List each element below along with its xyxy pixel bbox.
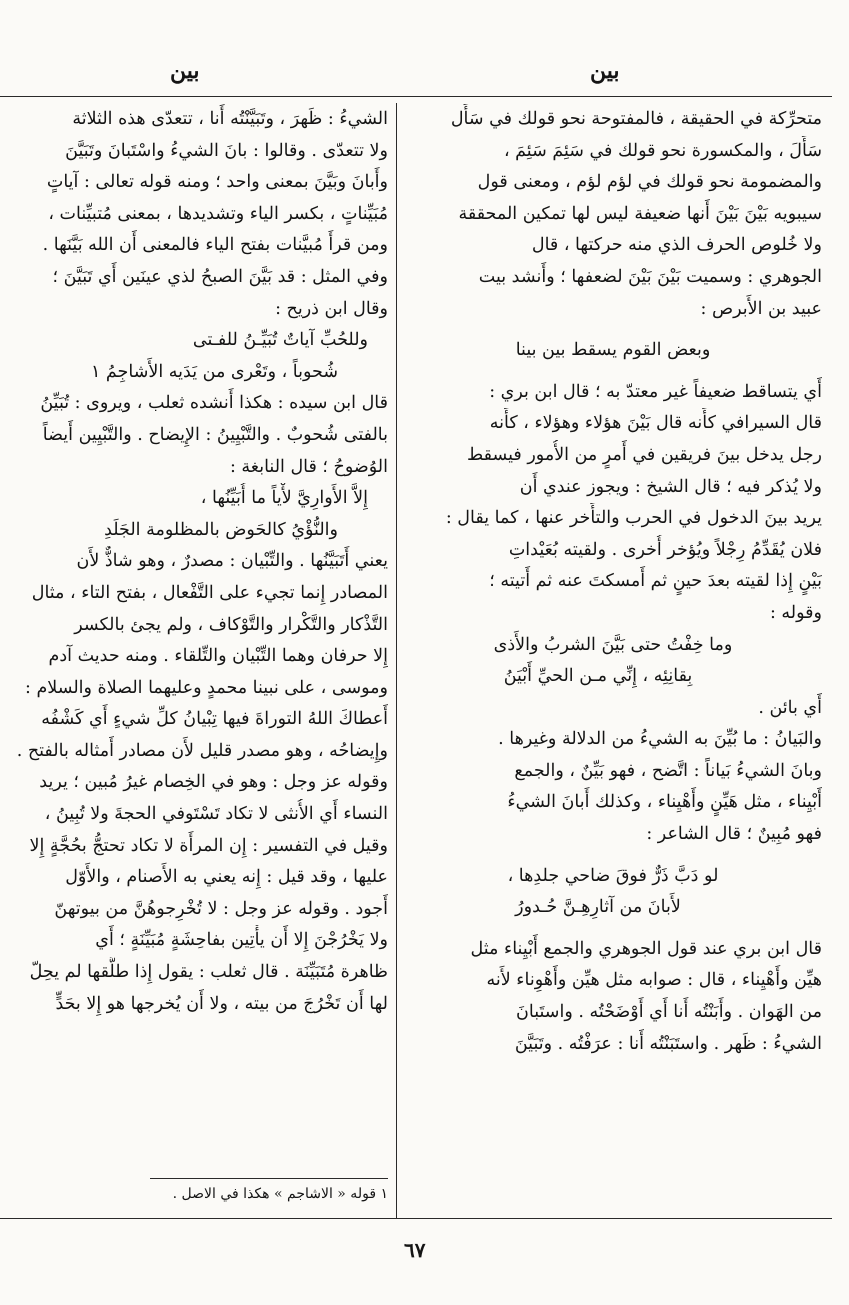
text-line: وإِيضاحُه ، وهو مصدر قليل لأَن مصادر أَمثاله بالفتح . [16, 740, 388, 761]
text-line: الشيءُ : ظَهر . واستَبَنْتُه أَنا : عرَفْتُه . وتَبَيَّنَ [514, 1033, 822, 1054]
verse-line: وما خِفْتُ حتى بَيَّنَ الشربُ والأَذى [493, 634, 733, 655]
text-line: وقوله عز وجل : وهو في الخِصام غيرُ مُبين ؛ يريد [39, 772, 388, 793]
spacer [404, 367, 822, 377]
text-line: بَيْنٍ إِذا لقيته بعدَ حينٍ ثم أَمسكتَ عنه ثم أَتيته ؛ [489, 571, 822, 592]
text-line: قال ابن بري عند قول الجوهري والجمع أَبْيِناء مثل [470, 938, 822, 959]
text-line: وفي المثل : قد بَيَّنَ الصبحُ لذي عينَين أَي تَبَيَّنَ ؛ [52, 266, 388, 287]
text-line: أَي بائن . [758, 697, 822, 718]
text-line: فلان يُقَدِّمُ رِجْلاً ويُؤخر أُخرى . ولقيته بُعَيْداتِ [508, 539, 822, 560]
text-line: وقيل في التفسير : إِن المرأَة لا تكاد تحتجُّ بحُجَّةٍ إِلا [29, 835, 388, 856]
column-divider [396, 103, 397, 1218]
text-line: سيبويه بَيْنَ بَيْنَ أَنها ضعيفة ليس لها تمكين المحققة [458, 203, 822, 224]
running-head-left: بين [170, 58, 200, 84]
text-line: التَّذْكار والتَّكْرار والتَّوْكاف ، ولم يجئ بالكسر [74, 614, 388, 635]
text-line: أَجود . وقوله عز وجل : لا تُخْرِجوهُنَّ من بيوتهنّ [54, 898, 388, 919]
text-line: رجل يدخل بينَ فريقين في أَمرٍ من الأُمور فيسقط [467, 444, 822, 465]
text-line: ظاهرة مُتَبَيِّنَة . قال ثعلب : يقول إِذا طلَّقها لم يحِلّ [29, 962, 388, 983]
text-line: أَي يتساقط ضعيفاً غير معتدّ به ؛ قال ابن بري : [489, 381, 822, 402]
text-line: الجوهري : وسميت بَيْنَ بَيْنَ لضعفها ؛ وأَنشد بيت [478, 266, 822, 287]
footer-rule [0, 1218, 832, 1219]
text-line: والبَيانُ : ما بُيِّنَ به الشيءُ من الدلالة وغيرها . [498, 729, 822, 750]
verse-line: بِقانِئِه ، إِنِّي مـن الحيِّ أَبْيَنُ [503, 666, 693, 687]
text-line: قال ابن سيده : هكذا أَنشده ثعلب ، ويروى : تُبَيِّنُ [40, 393, 388, 414]
running-head-right: بين [590, 58, 620, 84]
text-line: إِلا حرفان وهما التِّبْيان والتِّلقاء . ومنه حديث آدم [48, 646, 388, 667]
spacer [404, 325, 822, 335]
text-line: وقوله : [769, 602, 822, 623]
verse-line: إِلاَّ الأَوارِيَّ لأْياً ما أُبَيِّنُها ، [200, 488, 368, 509]
text-line: بالفتى شُحوبٌ . والتَّبْيِينُ : الإِيضاح . والتَّبْيِين أَيضاً [42, 424, 388, 445]
text-line: وموسى ، على نبينا محمدٍ وعليهما الصلاة والسلام : [25, 677, 388, 698]
text-line: أَبْيِناء ، مثل هَيِّنٍ وأَهْيِناء ، وكذلك أَبانَ الشيءُ [507, 792, 822, 813]
text-line: النساء أَي الأُنثى لا تكاد تَسْتَوفي الحجةَ ولا تُبِينُ ، [44, 804, 388, 825]
text-line: من الهَوان . وأَبَنْتُه أَنا أَي أَوْضَحْتُه . واستَبانَ [516, 1002, 822, 1023]
text-line: ولا يُذكر فيه ؛ قال الشيخ : ويجوز عندي أَن [519, 476, 822, 497]
spacer [404, 851, 822, 861]
page-number: ٦٧ [404, 1238, 426, 1262]
text-line: الوُضوحُ ؛ قال النابغة : [229, 456, 388, 477]
verse-line: وللحُبِّ آياتٌ تُبَيِّـنُ للفـتى [192, 330, 368, 351]
text-line: يعني أَتَبَيَّنُها . والتِّبْيان : مصدرٌ ، وهو شاذٌّ لأَن [76, 551, 388, 572]
text-line: فهو مُبِينٌ ؛ قال الشاعر : [646, 824, 822, 845]
text-line: سَأَلَ ، والمكسورة نحو قولك في سَئِمَ سَئِمَ ، [503, 140, 822, 161]
text-line: وبانَ الشيءُ بَياناً : اتَّضح ، فهو بَيِّنٌ ، والجمع [514, 760, 822, 781]
text-line: والمضمومة نحو قولك في لؤم لؤم ، ومعنى قول [477, 172, 822, 193]
text-line: وأَبانَ وبَيَّنَ بمعنى واحد ؛ ومنه قوله تعالى : آياتٍ [46, 172, 388, 193]
verse-line: شُحوباً ، وتَعْرى من يَدَيه الأَشاجِمُ ١ [90, 361, 338, 382]
text-line: أَعطاكَ اللهُ التوراةَ فيها تِبْيانُ كلِّ شيءٍ أَي كَشْفُه [41, 709, 388, 730]
text-line: المصادر إِنما تجيء على التَّفْعال ، بفتح التاء ، مثال [31, 582, 388, 603]
text-line: الشيءُ : ظَهرَ ، وتَبَيَّنْتُه أَنا ، تتعدّى هذه الثلاثة [72, 109, 388, 129]
text-line: مُبَيِّناتٍ ، بكسر الياء وتشديدها ، بمعنى مُتبيِّنات ، [48, 203, 388, 224]
footnote-rule [150, 1178, 388, 1179]
header-rule [0, 96, 832, 97]
footnote: ١ قوله « الاشاجم » هكذا في الاصل . [172, 1186, 388, 1202]
right-column [404, 104, 822, 1060]
text-line: متحرِّكة في الحقيقة ، فالمفتوحة نحو قولك في سَأَل [450, 109, 822, 129]
verse-line: والنُّؤْيُ كالحَوض بالمظلومة الجَلَدِ [104, 519, 338, 540]
text-line: قال السيرافي كأَنه قال بَيْنَ هؤلاء وهؤلاء ، كأَنه [489, 413, 822, 434]
left-column [0, 104, 388, 1020]
text-line: ولا يَخْرُجْنَ إِلا أَن يأْتِين بفاحِشَةٍ مُبَيِّنَةٍ ؛ أَي [95, 930, 388, 951]
verse-line: لو دَبَّ ذَرٌّ فوقَ ضاحي جلدِها ، [507, 865, 719, 886]
text-line: عبيد بن الأَبرص : [700, 298, 822, 319]
text-line: عليها ، وقد قيل : إِنه يعني به الأَصنام ، والأَوّل [65, 867, 388, 888]
verse-line: لأَبانَ من آثارِهِـنَّ حُـدورُ [515, 897, 681, 918]
text-line: هيِّن وأَهْيِناء ، قال : صوابه مثل هيِّن وأَهْوِناء لأَنه [486, 970, 822, 991]
text-line: ولا تتعدّى . وقالوا : بانَ الشيءُ واسْتَبانَ وتَبَيَّنَ [65, 140, 388, 161]
spacer [404, 924, 822, 934]
text-line: يريد بينَ الدخول في الحرب والتأَخر عنها ، كما يقال : [445, 508, 822, 529]
text-line: لها أَن تَخْرُجَ من بيته ، ولا أَن يُخرجها هو إِلا بحَدٍّ [55, 993, 388, 1014]
text-line: ولا خُلوص الحرف الذي منه حركتها ، قال [531, 235, 822, 256]
text-line: ومن قرأَ مُبيَّنات بفتح الياء فالمعنى أَن الله بَيَّنَها . [42, 235, 388, 256]
verse-line: وبعض القوم يسقط بين بينا [515, 340, 711, 361]
text-line: وقال ابن ذريح : [275, 298, 388, 319]
